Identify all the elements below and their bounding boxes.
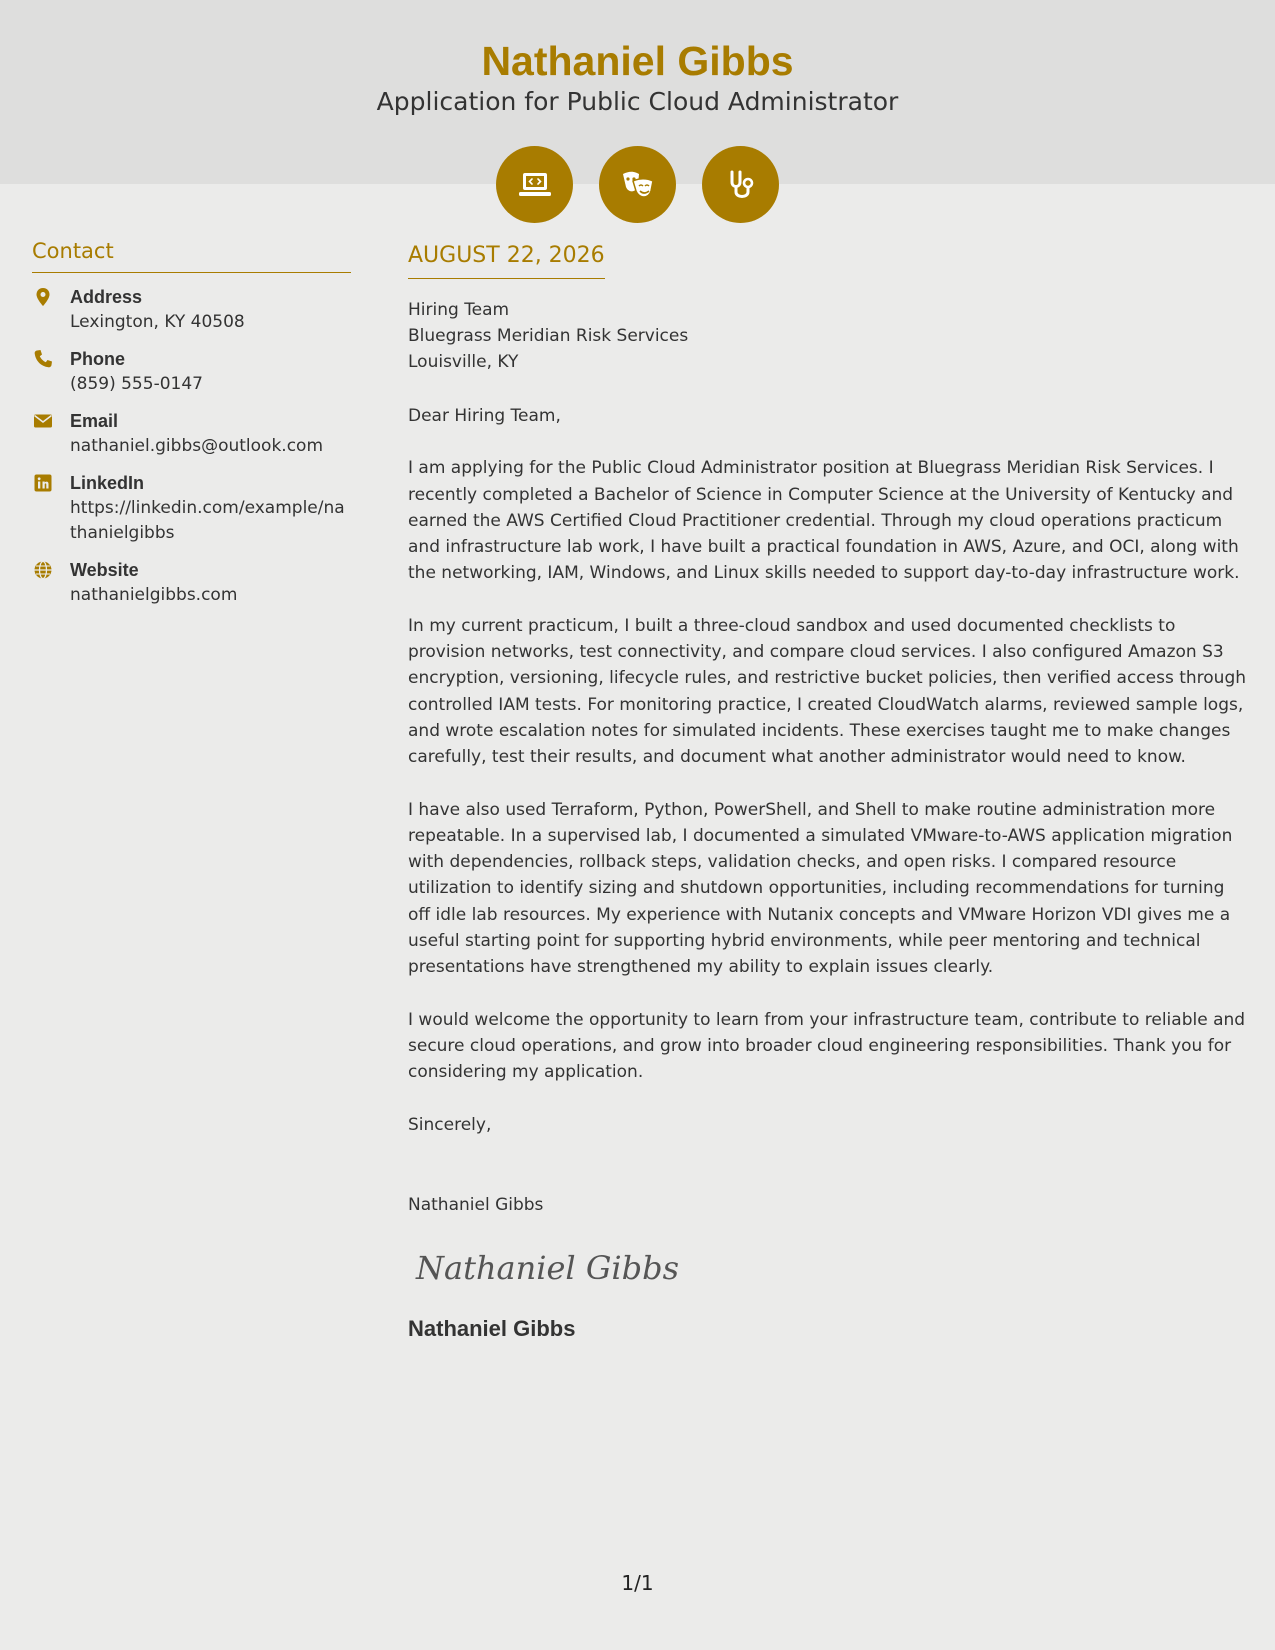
paragraph: I am applying for the Public Cloud Administrator position at Bluegrass Meridian Risk Services. I recently completed a Bachelor of Science in Computer Science at the University of Kentucky and earned the AWS Certified Cloud Practitioner credential. Through my cloud operations practicum and infrastructure lab work, I have built a practical foundation in AWS, Azure, and OCI, along with the networking, IAM, Windows, and Linux skills needed to support day-to-day infrastructure work. [408, 458, 1240, 584]
paragraph: I have also used Terraform, Python, PowerShell, and Shell to make routine administration more repeatable. In a supervised lab, I documented a simulated VMware-to-AWS application migration with dependencies, rollback steps, validation checks, and open risks. I compared resource utilization to identify sizing and shutdown opportunities, including recommendations for turning off idle lab resources. My experience with Nutanix concepts and VMware Horizon VDI gives me a useful starting point for supporting hybrid environments, while peer mentoring and technical presentations have strengthened my ability to explain issues clearly. [408, 799, 1233, 978]
contact-label: LinkedIn [70, 473, 145, 493]
contact-label: Phone [70, 349, 126, 369]
contact-website [32, 558, 351, 608]
phone-icon [32, 347, 70, 397]
contact-phone [32, 347, 351, 397]
laptop-code-icon [496, 146, 573, 223]
contact-linkedin [32, 471, 351, 546]
handwritten-signature [414, 1242, 714, 1292]
paragraph: I would welcome the opportunity to learn from your infrastructure team, contribute to reliable and secure cloud operations, and grow into broader cloud engineering responsibilities. Thank you for considering my application. [408, 1009, 1246, 1083]
contact-label: Email [70, 411, 119, 431]
letter-body [408, 240, 1250, 1344]
contact-heading: Contact [32, 236, 351, 273]
page-number: 1/1 [621, 1571, 654, 1595]
recipient-line: Hiring Team [408, 300, 510, 320]
stethoscope-icon [702, 146, 779, 223]
contact-value: Lexington, KY 40508 [70, 312, 245, 332]
recipient-block [408, 297, 1250, 375]
globe-icon [32, 558, 70, 608]
contact-address [32, 285, 351, 335]
theater-masks-icon [599, 146, 676, 223]
paragraph: In my current practicum, I built a three-cloud sandbox and used documented checklists to provision networks, test connectivity, and compare cloud services. I also configured Amazon S3 encryption, versioning, lifecycle rules, and restrictive bucket policies, then verified access through controlled IAM tests. For monitoring practice, I created CloudWatch alarms, reviewed sample logs, and wrote escalation notes for simulated incidents. These exercises taught me to make changes carefully, test their results, and document what another administrator would need to know. [408, 615, 1247, 768]
application-title: Application for Public Cloud Administrator [376, 87, 899, 116]
linkedin-icon [32, 471, 70, 546]
signature-text: Nathaniel Gibbs [416, 1249, 679, 1288]
signed-name: Nathaniel Gibbs [408, 1194, 544, 1215]
contact-label: Website [70, 560, 139, 580]
salutation: Dear Hiring Team, [408, 406, 561, 426]
interest-icons [0, 146, 1275, 223]
contact-sidebar [32, 236, 351, 608]
contact-email [32, 409, 351, 459]
contact-value: (859) 555-0147 [70, 374, 203, 394]
recipient-line: Bluegrass Meridian Risk Services [408, 326, 689, 346]
applicant-name: Nathaniel Gibbs [481, 38, 794, 84]
closing: Sincerely, [408, 1114, 492, 1135]
contact-label: Address [70, 287, 143, 307]
contact-value[interactable]: nathanielgibbs.com [70, 585, 238, 605]
envelope-icon [32, 409, 70, 459]
map-pin-icon [32, 285, 70, 335]
contact-value[interactable]: nathaniel.gibbs@outlook.com [70, 436, 324, 456]
contact-value[interactable]: https://linkedin.com/example/nathanielgibbs [70, 498, 345, 543]
recipient-line: Louisville, KY [408, 352, 519, 372]
letter-date: AUGUST 22, 2026 [408, 240, 605, 279]
signature-name: Nathaniel Gibbs [408, 1316, 576, 1342]
